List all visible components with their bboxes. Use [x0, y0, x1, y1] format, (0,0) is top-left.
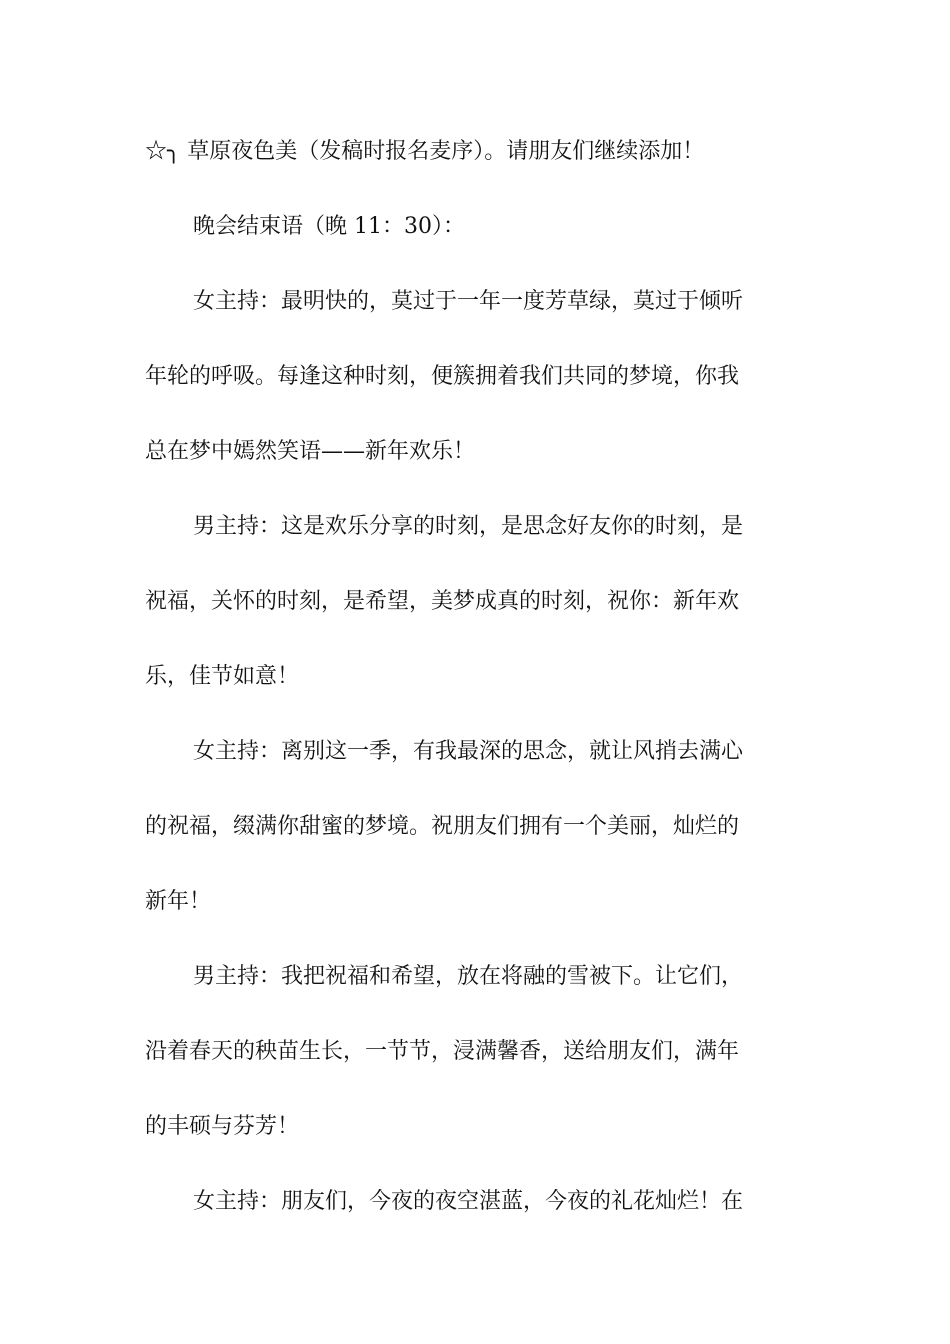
paragraph-line: 祝福，关怀的时刻，是希望，美梦成真的时刻，祝你：新年欢: [145, 589, 740, 614]
paragraph-line: 沿着春天的秧苗生长，一节节，浸满馨香，送给朋友们，满年: [145, 1039, 740, 1064]
paragraph-line: 年轮的呼吸。每逢这种时刻，便簇拥着我们共同的梦境，你我: [145, 364, 740, 389]
program-item-line: ☆╮ 草原夜色美（发稿时报名麦序）。请朋友们继续添加！: [145, 139, 705, 164]
paragraph-line: 的丰硕与芬芳！: [145, 1114, 300, 1139]
closing-speech-heading: 晚会结束语（晚 11：30）：: [193, 214, 465, 239]
paragraph-line: 女主持：最明快的，莫过于一年一度芳草绿，莫过于倾听: [193, 289, 744, 314]
paragraph-line: 新年！: [145, 889, 212, 914]
paragraph-line: 男主持：这是欢乐分享的时刻，是思念好友你的时刻，是: [193, 514, 744, 539]
paragraph-line: 女主持：朋友们，今夜的夜空湛蓝，今夜的礼花灿烂！在: [193, 1189, 744, 1214]
paragraph-line: 男主持：我把祝福和希望，放在将融的雪被下。让它们，: [193, 964, 744, 989]
paragraph-line: 总在梦中嫣然笑语——新年欢乐！: [145, 439, 476, 464]
paragraph-line: 的祝福，缀满你甜蜜的梦境。祝朋友们拥有一个美丽，灿烂的: [145, 814, 740, 839]
paragraph-line: 乐，佳节如意！: [145, 664, 300, 689]
paragraph-line: 女主持：离别这一季，有我最深的思念，就让风捎去满心: [193, 739, 744, 764]
